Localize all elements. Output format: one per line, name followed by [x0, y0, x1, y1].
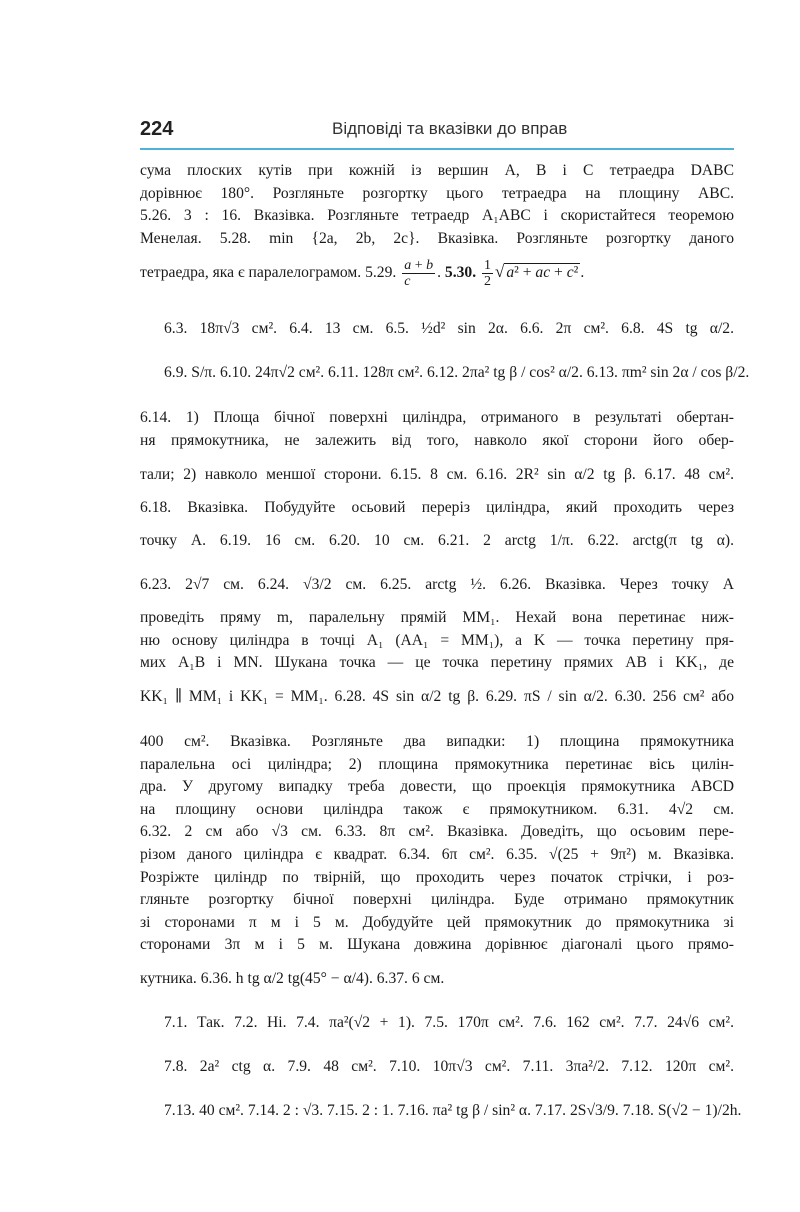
paragraph-6-30-cont	[140, 731, 734, 1001]
text-line: різом даного циліндра є квадрат. 6.34. 6π см². 6.35. √(25 + 9π²) м. Вказівка.	[140, 845, 734, 863]
text-line: дорівнює 180°. Розгляньте розгортку цього тетраедра на площину ABC.	[140, 184, 734, 202]
text-line: проведіть пряму m, паралельну прямій MM₁. Нехай вона перетинає ниж-	[140, 609, 734, 627]
header-rule	[140, 148, 734, 150]
text-line: зі сторонами π м і 5 м. Добудуйте цей прямокутник до прямокутника зі	[140, 913, 734, 931]
text-line: 400 см². Вказівка. Розгляньте два випадки: 1) площина прямокутника	[140, 732, 734, 750]
text-line: ня прямокутника, не залежить від того, навколо якої сторони його обер-	[140, 431, 734, 449]
text-line: 6.3. 18π√3 см². 6.4. 13 см. 6.5. ½d² sin 2α. 6.6. 2π см². 6.8. 4S tg α/2.	[164, 320, 734, 338]
text-line: 6.32. 2 см або √3 см. 6.33. 8π см². Вказівка. Доведіть, що осьовим пере-	[140, 823, 734, 841]
text-line: ню основу циліндра в точці A₁ (AA₁ = MM₁), а K — точка перетину пря-	[140, 631, 734, 649]
paragraph-6-14	[140, 407, 734, 719]
text-line: 7.8. 2a² ctg α. 7.9. 48 см². 7.10. 10π√3 см². 7.11. 3πa²/2. 7.12. 120π см².	[164, 1057, 734, 1075]
text-line: тали; 2) навколо меншої сторони. 6.15. 8 см. 6.16. 2R² sin α/2 tg β. 6.17. 48 см².	[140, 465, 734, 483]
text-line: гляньте розгортку бічної поверхні циліндра. Буде отримано прямокутник	[140, 891, 734, 909]
text-line: 7.1. Так. 7.2. Ні. 7.4. πa²(√2 + 1). 7.5. 170π см². 7.6. 162 см². 7.7. 24√6 см².	[164, 1013, 734, 1031]
text-line: тетраедра, яка є паралелограмом. 5.29. $\frac{a + b}{c}$ . 5.30. $\frac{1}{2}$ √ a² + ac + c² .	[140, 257, 585, 290]
text-line: 6.9. S/π. 6.10. 24π√2 см². 6.11. 128π см². 6.12. 2πa² tg β / cos² α/2. 6.13. πm² sin 2α / cos β/2.	[164, 364, 750, 382]
text-fragment: тетраедра, яка є паралелограмом. 5.29.	[140, 264, 397, 282]
text-line: 6.18. Вказівка. Побудуйте осьовий переріз циліндра, який проходить через	[140, 498, 734, 516]
page-header	[140, 114, 734, 150]
text-line: кутника. 6.36. h tg α/2 tg(45° − α/4). 6.37. 6 см.	[140, 969, 445, 987]
fraction-a-plus-b-over-c: $\frac{a + b}{c}$	[404, 257, 434, 290]
text-line: Менелая. 5.28. min {2a, 2b, 2c}. Вказівка. Розгляньте розгортку даного	[140, 229, 734, 247]
page-number: 224	[140, 118, 174, 140]
text-line: на площину основи циліндра також є прямокутником. 6.31. 4√2 см.	[140, 800, 734, 818]
text-line: сторонами 3π м і 5 м. Шукана довжина дорівнює діагоналі цього прямо-	[140, 936, 734, 954]
running-title: Відповіді та вказівки до вправ	[332, 119, 568, 138]
paragraph-6-3	[140, 307, 750, 395]
text-line: точку A. 6.19. 16 см. 6.20. 10 см. 6.21. 2 arctg 1/π. 6.22. arctg(π tg α).	[140, 532, 734, 550]
paragraph-7-1	[140, 1001, 742, 1133]
text-line: 6.23. 2√7 см. 6.24. √3/2 см. 6.25. arctg ½. 6.26. Вказівка. Через точку A	[140, 576, 734, 594]
text-line: 5.26. 3 : 16. Вказівка. Розгляньте тетраедр A₁ABC і скористайтеся теоремою	[140, 207, 734, 225]
text-line: мих A₁B і MN. Шукана точка — це точка перетину прямих AB і KK₁, де	[140, 654, 734, 672]
text-fragment: 5.30.	[444, 264, 477, 282]
text-line: паралельна осі циліндра; 2) площина прямокутника перетинає вісь цилін-	[140, 755, 734, 773]
text-line: KK₁ ∥ MM₁ і KK₁ = MM₁. 6.28. 4S sin α/2 tg β. 6.29. πS / sin α/2. 6.30. 256 см² або	[140, 687, 734, 705]
paragraph-5-26	[140, 160, 734, 295]
text-line: сума плоских кутів при кожній із вершин A, B і C тетраедра DABC	[140, 162, 734, 179]
answers-text	[140, 160, 750, 1133]
text-line: Розріжте циліндр по твірній, що проходить через початок стрічки, і роз-	[140, 868, 734, 886]
fraction-one-half: $\frac{1}{2}$	[484, 257, 491, 290]
text-line: 7.13. 40 см². 7.14. 2 : √3. 7.15. 2 : 1. 7.16. πa² tg β / sin² α. 7.17. 2S√3/9. 7.18. S(√2 − 1)/2h.	[164, 1101, 742, 1119]
text-line: 6.14. 1) Площа бічної поверхні циліндра, отриманого в результаті обертан-	[140, 409, 734, 427]
text-line: дра. У другому випадку треба довести, що проекція прямокутника ABCD	[140, 778, 734, 796]
